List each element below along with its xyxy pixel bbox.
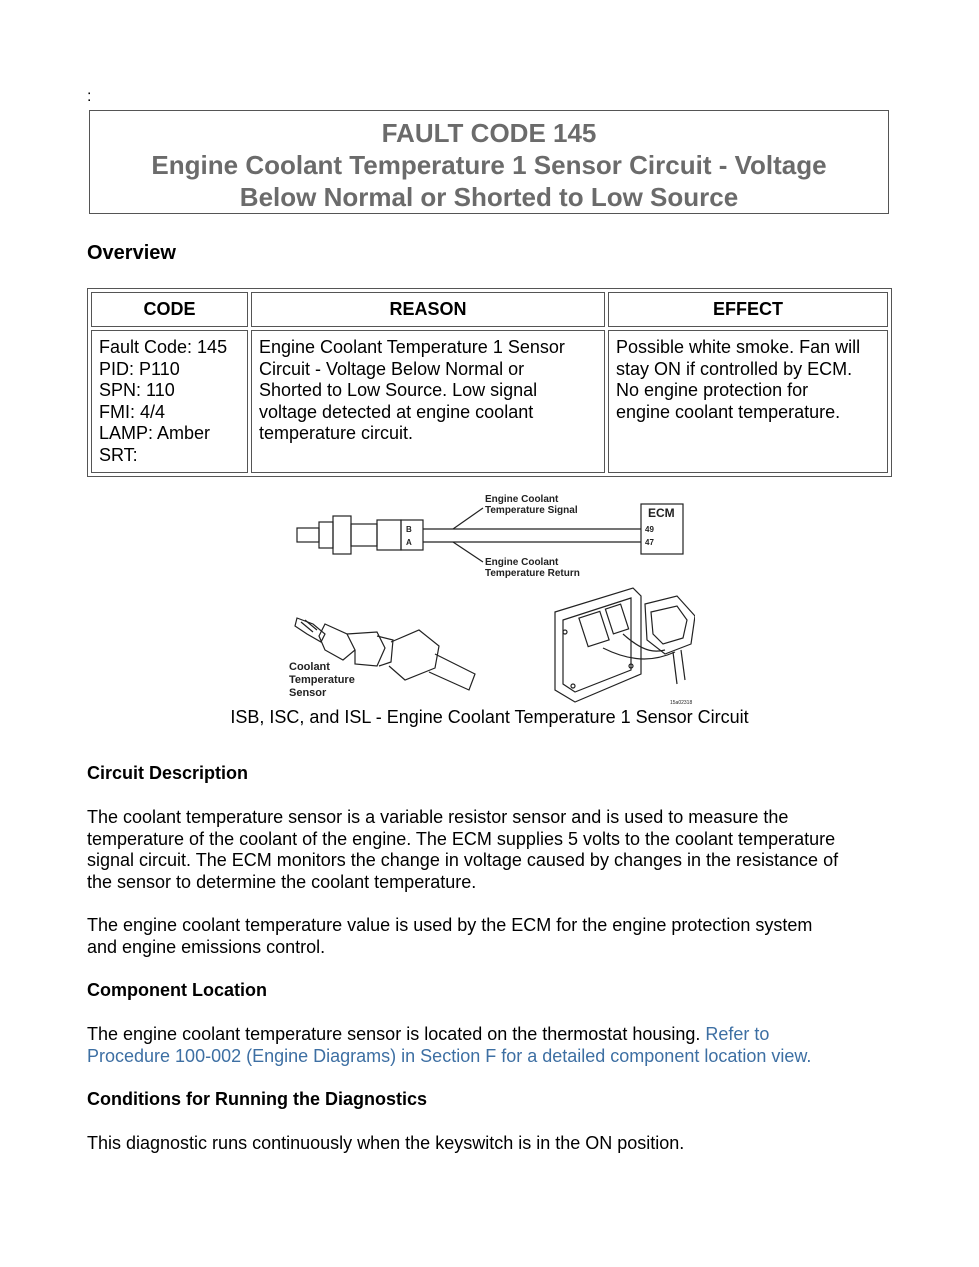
return-label-line-2: Temperature Return [485, 568, 580, 579]
procedure-reference-link[interactable]: Procedure 100-002 (Engine Diagrams) in Section F for a detailed component location view. [87, 1045, 812, 1066]
reason-line: Engine Coolant Temperature 1 Sensor [259, 337, 565, 357]
circuit-description-heading: Circuit Description [87, 763, 249, 783]
paragraph-line: and engine emissions control. [87, 936, 326, 957]
conditions-heading: Conditions for Running the Diagnostics [87, 1089, 427, 1109]
return-leader-line [453, 542, 483, 562]
overview-heading: Overview [87, 242, 176, 264]
sensor-label-line-3: Sensor [289, 687, 327, 699]
reason-line: voltage detected at engine coolant [259, 401, 534, 422]
fault-code-title-box [89, 110, 889, 214]
fault-code-title: FAULT CODE 145 [381, 118, 597, 148]
effect-line: No engine protection for [616, 380, 809, 400]
figure-reference-id: 15a02318 [670, 700, 693, 706]
reason-line: Circuit - Voltage Below Normal or [259, 358, 525, 379]
paragraph-line: The engine coolant temperature value is used by the ECM for the engine protection system [87, 915, 813, 935]
effect-line: stay ON if controlled by ECM. [616, 358, 853, 379]
ecm-pin-49: 49 [645, 525, 654, 534]
code-line: LAMP: Amber [99, 423, 211, 443]
circuit-description-paragraph-1 [87, 807, 902, 893]
reason-line: Shorted to Low Source. Low signal [259, 380, 538, 400]
circuit-description-paragraph-2 [87, 915, 902, 958]
paragraph-line: the sensor to determine the coolant temperature. [87, 871, 477, 892]
paragraph-line: The coolant temperature sensor is a variable resistor sensor and is used to measure the [87, 807, 789, 827]
connector-pin-b: B [406, 525, 412, 534]
code-line: FMI: 4/4 [99, 401, 166, 422]
paragraph-line: temperature of the coolant of the engine. The ECM supplies 5 volts to the coolant temperature [87, 828, 836, 849]
component-location-paragraph [87, 1024, 902, 1067]
table-row [91, 330, 888, 473]
paragraph-line: signal circuit. The ECM monitors the change in voltage caused by changes in the resistance of [87, 850, 839, 871]
sensor-label-line-2: Temperature [289, 674, 355, 686]
cell-code [91, 330, 248, 473]
leading-colon: : [87, 88, 92, 105]
conditions-paragraph: This diagnostic runs continuously when the keyswitch is in the ON position. [87, 1133, 685, 1153]
connector-housing-icon [377, 520, 401, 550]
sensor-thread-icon [319, 522, 333, 548]
return-label-line-1: Engine Coolant [485, 557, 559, 568]
code-line: SRT: [99, 444, 138, 465]
ecm-module-illustration [555, 588, 695, 702]
code-line: Fault Code: 145 [99, 337, 228, 357]
ecm-label: ECM [648, 506, 675, 520]
sensor-tip-icon [297, 528, 319, 542]
fault-code-subtitle-line-1: Engine Coolant Temperature 1 Sensor Circuit - Voltage [151, 150, 827, 180]
header-reason: REASON [251, 292, 605, 327]
effect-line: engine coolant temperature. [616, 401, 841, 422]
cell-reason [251, 330, 605, 473]
table-header-row [91, 292, 888, 327]
signal-label-line-2: Temperature Signal [485, 505, 578, 516]
reason-line: temperature circuit. [259, 423, 414, 443]
sensor-circuit-figure [285, 484, 695, 706]
fault-code-table [87, 288, 892, 477]
connector-pin-a: A [406, 538, 412, 547]
procedure-reference-link[interactable]: Refer to [705, 1024, 770, 1044]
component-location-heading: Component Location [87, 980, 267, 1000]
effect-line: Possible white smoke. Fan will [616, 337, 861, 357]
header-code: CODE [91, 292, 248, 327]
signal-leader-line [453, 508, 483, 529]
ecm-pin-47: 47 [645, 538, 654, 547]
header-effect: EFFECT [608, 292, 888, 327]
figure-caption: ISB, ISC, and ISL - Engine Coolant Temperature 1 Sensor Circuit [230, 707, 749, 727]
signal-label-line-1: Engine Coolant [485, 494, 559, 505]
fault-code-subtitle-line-2: Below Normal or Shorted to Low Source [239, 182, 739, 212]
sensor-body-icon [351, 524, 377, 546]
sensor-hex-icon [333, 516, 351, 554]
connector-pins-icon [401, 520, 423, 550]
sensor-label-line-1: Coolant [289, 661, 330, 673]
component-location-text: The engine coolant temperature sensor is located on the thermostat housing. [87, 1024, 706, 1044]
code-line: SPN: 110 [99, 380, 175, 400]
cell-effect [608, 330, 888, 473]
code-line: PID: P110 [99, 358, 180, 379]
